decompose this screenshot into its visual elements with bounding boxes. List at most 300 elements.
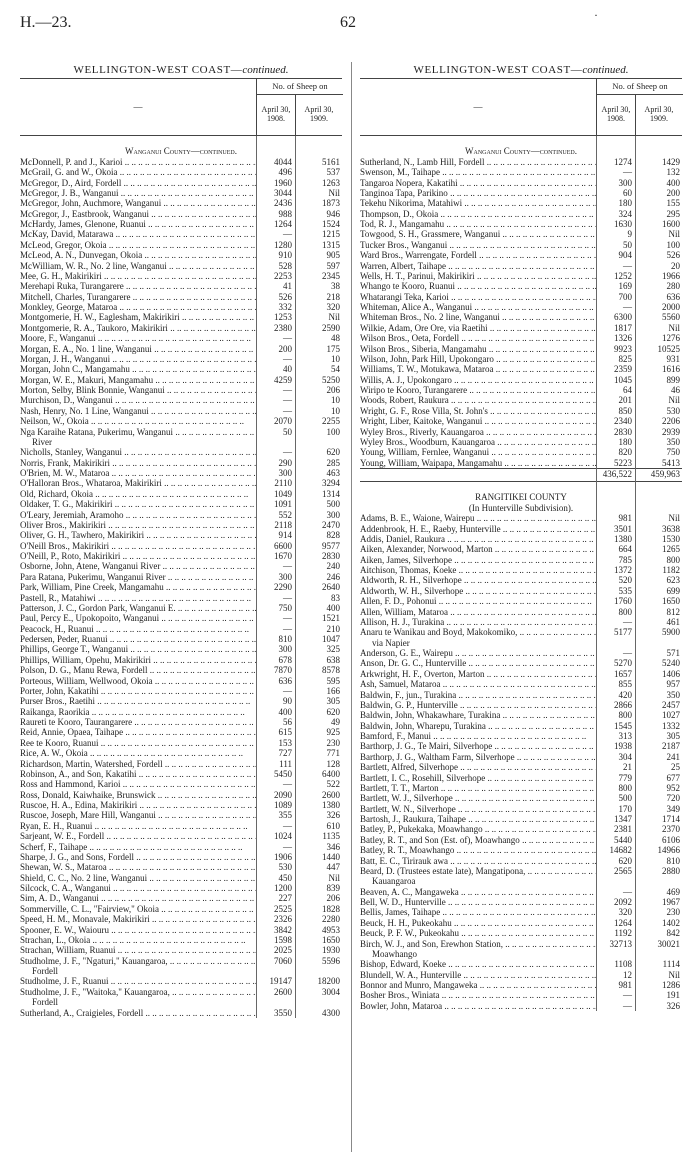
sheep-1909: 2600 bbox=[322, 789, 340, 800]
right-table-header bbox=[360, 78, 682, 136]
owner-name: Neilson, W., Okoia .. .. bbox=[20, 416, 256, 426]
owner-name: Allen, F. D., Pohonui .. .. bbox=[360, 596, 596, 606]
sheep-1909: 800 bbox=[666, 554, 680, 565]
owner-name: Kauangaroa bbox=[372, 876, 416, 887]
owner-name: O'Halloran Bros., Whataroa, Makirikiri .. .. bbox=[20, 478, 256, 488]
sheep-1908: 170 bbox=[618, 803, 632, 814]
table-row bbox=[360, 271, 682, 281]
sheep-1909: 175 bbox=[326, 343, 340, 354]
sheep-1908: 825 bbox=[618, 353, 632, 364]
sheep-1909: 20 bbox=[671, 260, 680, 271]
table-row bbox=[360, 534, 682, 544]
section-heading: Wanganui County—continued. bbox=[465, 146, 577, 157]
sheep-1908: 1024 bbox=[274, 831, 292, 842]
sheep-1909: 30021 bbox=[657, 938, 680, 949]
owner-name: Wright, Liber, Kaitoke, Wanganui .. .. bbox=[360, 416, 596, 426]
table-row bbox=[20, 956, 342, 966]
owner-name: Purser Bros., Raetihi .. .. bbox=[20, 696, 256, 706]
owner-name: Wilson, John, Park Hill, Upokongaro .. .. bbox=[360, 354, 596, 364]
table-row bbox=[360, 970, 682, 980]
owner-name: Woods, Robert, Raukura .. .. bbox=[360, 395, 596, 405]
sheep-1909: 349 bbox=[666, 803, 680, 814]
table-row bbox=[360, 1001, 682, 1011]
table-row bbox=[20, 510, 342, 520]
table-row bbox=[20, 520, 342, 530]
sheep-1908: 2326 bbox=[274, 914, 292, 925]
owner-name: Merehapi Ruka, Turangarere .. .. bbox=[20, 281, 256, 291]
sheep-1909: 246 bbox=[326, 571, 340, 582]
sheep-1908: 2359 bbox=[614, 364, 632, 375]
owner-name: Baldwin, F., jun., Turakina .. .. bbox=[360, 690, 596, 700]
table-row bbox=[20, 188, 342, 198]
sheep-1908: — bbox=[283, 229, 292, 240]
sheep-1908: 1253 bbox=[274, 312, 292, 323]
sheep-1908: 41 bbox=[283, 281, 292, 292]
owner-name: Tekehu Nikorima, Matahiwi .. .. bbox=[360, 198, 596, 208]
owner-name: Oliver Bros., Makirikiri .. .. bbox=[20, 520, 256, 530]
sheep-1908: 1545 bbox=[614, 720, 632, 731]
sheep-1909: 230 bbox=[326, 737, 340, 748]
owner-name: Sommerville, C. L., "Fairview," Okoia .. .. bbox=[20, 904, 256, 914]
table-row bbox=[360, 344, 682, 354]
sheep-1909: 5900 bbox=[662, 627, 680, 638]
table-row bbox=[360, 918, 682, 928]
sheep-1908: 981 bbox=[618, 513, 632, 524]
table-row bbox=[20, 1008, 342, 1018]
owner-name: Williams, T. W., Motukawa, Mataroa .. .. bbox=[360, 364, 596, 374]
sheep-1908: 1938 bbox=[614, 741, 632, 752]
sheep-1909: 1380 bbox=[322, 800, 340, 810]
owner-name: Pedersen, Peder, Ruanui .. .. bbox=[20, 634, 256, 644]
sheep-1909: 350 bbox=[666, 689, 680, 700]
owner-name: Arkwright, H. F., Overton, Marton .. .. bbox=[360, 669, 596, 679]
sheep-1908: 3550 bbox=[274, 1007, 292, 1018]
sheep-1909: 320 bbox=[326, 302, 340, 312]
table-row bbox=[360, 741, 682, 751]
sheep-1909: 100 bbox=[326, 426, 340, 437]
table-row bbox=[360, 648, 682, 658]
sheep-1909: Nil bbox=[328, 312, 340, 323]
table-row bbox=[360, 897, 682, 907]
sheep-1908: — bbox=[623, 616, 632, 627]
table-row bbox=[360, 198, 682, 208]
sheep-1909: 10 bbox=[331, 405, 340, 416]
owner-name: McGrail, G. and W., Okoia .. .. bbox=[20, 167, 256, 177]
table-row bbox=[20, 655, 342, 665]
owner-name: O'Neill Bros., Makirikiri .. .. bbox=[20, 541, 256, 551]
sheep-1908: 300 bbox=[278, 468, 292, 478]
owner-name: Sim, A. D., Wanganui .. .. bbox=[20, 893, 256, 903]
owner-name: Wells, H. T., Parinui, Makirikiri .. .. bbox=[360, 271, 596, 281]
sheep-1908: — bbox=[623, 167, 632, 178]
table-row bbox=[20, 738, 342, 748]
sheep-1909: 218 bbox=[326, 291, 340, 302]
owner-name: Tangaroa Nopera, Kakatihi .. .. bbox=[360, 178, 596, 188]
owner-name: Whiteman, Alice A., Wanganui .. .. bbox=[360, 302, 596, 312]
sheep-1908: 300 bbox=[278, 571, 292, 582]
table-row bbox=[360, 700, 682, 710]
sheep-1909: 346 bbox=[326, 841, 340, 852]
owner-name: O'Leary, Jeremiah, Aramoho .. .. bbox=[20, 510, 256, 520]
owner-name: Fordell bbox=[32, 997, 58, 1008]
total-1908: 436,522 bbox=[596, 469, 635, 481]
sheep-1908: 914 bbox=[278, 530, 292, 541]
table-row bbox=[360, 575, 682, 585]
sheep-1909 bbox=[295, 437, 342, 447]
owner-name: Bamford, F., Manui .. .. bbox=[360, 731, 596, 741]
table-row bbox=[20, 427, 342, 437]
sheep-1909: 638 bbox=[326, 654, 340, 665]
sheep-1908: 2090 bbox=[274, 789, 292, 800]
sheep-1908: 1280 bbox=[274, 239, 292, 250]
sheep-1908: 2565 bbox=[614, 865, 632, 876]
table-row bbox=[20, 167, 342, 177]
left-title: WELLINGTON-WEST COAST—continued. bbox=[73, 64, 289, 76]
sheep-1909: 48 bbox=[331, 333, 340, 344]
sheep-1909: 2640 bbox=[322, 582, 340, 593]
owner-name: Batley, R. T., and Son (Est. of), Moawhango .. .. bbox=[360, 835, 596, 845]
table-row bbox=[20, 209, 342, 219]
sheep-1909: 595 bbox=[326, 675, 340, 686]
table-row bbox=[20, 157, 342, 167]
owner-name: Addis, Daniel, Raukura .. .. bbox=[360, 534, 596, 544]
owner-name: Porteous, William, Wellwood, Okoia .. .. bbox=[20, 676, 256, 686]
sheep-1909: 83 bbox=[331, 592, 340, 603]
table-row bbox=[360, 375, 682, 385]
sheep-1909: 5596 bbox=[322, 955, 340, 966]
owner-name: Pastell, R., Matahiwi .. .. bbox=[20, 593, 256, 603]
owner-name: Wilson Bros., Oeta, Fordell .. .. bbox=[360, 333, 596, 343]
sheep-1908: 169 bbox=[618, 281, 632, 292]
sheep-1909: 771 bbox=[326, 748, 340, 759]
table-row bbox=[360, 167, 682, 177]
sheep-1909: 537 bbox=[326, 167, 340, 178]
table-row bbox=[20, 717, 342, 727]
sheep-1909: 2880 bbox=[662, 865, 680, 876]
table-row bbox=[20, 271, 342, 281]
sheep-1908: — bbox=[283, 685, 292, 696]
sheep-1908: 2118 bbox=[274, 519, 292, 530]
table-row bbox=[20, 478, 342, 488]
table-row bbox=[360, 240, 682, 250]
table-row bbox=[360, 178, 682, 188]
table-row bbox=[20, 987, 342, 997]
sheep-1908: — bbox=[283, 779, 292, 790]
table-row bbox=[20, 582, 342, 592]
sheep-1908: 7060 bbox=[274, 955, 292, 966]
sheep-1909: 230 bbox=[666, 907, 680, 918]
table-row bbox=[20, 644, 342, 654]
sheep-group-header: No. of Sheep on bbox=[596, 79, 683, 95]
sheep-1908: 420 bbox=[618, 689, 632, 700]
sheep-1908: 4044 bbox=[274, 156, 292, 167]
owner-name: Ward Bros., Warrengate, Fordell .. .. bbox=[360, 250, 596, 260]
table-row bbox=[360, 638, 682, 648]
table-row bbox=[360, 669, 682, 679]
sheep-1908: 700 bbox=[618, 291, 632, 302]
owner-name: Strachan, L., Okoia .. .. bbox=[20, 935, 256, 945]
sheep-1909: Nil bbox=[668, 322, 680, 333]
sheep-1908: 2830 bbox=[614, 426, 632, 437]
owner-name: Mitchell, Charles, Turangarere .. .. bbox=[20, 292, 256, 302]
sheep-1908: 180 bbox=[618, 198, 632, 209]
owner-name: O'Brien, M. W., Mataroa .. .. bbox=[20, 468, 256, 478]
owner-name: Batt, E. C., Tirirauk awa .. .. bbox=[360, 856, 596, 866]
sheep-1908: 1200 bbox=[274, 883, 292, 893]
table-row bbox=[20, 240, 342, 250]
table-row bbox=[20, 468, 342, 478]
sheep-1908: 4259 bbox=[274, 374, 292, 385]
sheep-1908: 400 bbox=[278, 706, 292, 717]
table-row bbox=[360, 773, 682, 783]
sheep-1908: 1108 bbox=[614, 959, 632, 970]
table-row bbox=[360, 261, 682, 271]
sheep-1908: 981 bbox=[618, 980, 632, 990]
sheep-1909: 8578 bbox=[322, 665, 340, 676]
owner-name: Oldaker, T. G., Makirikiri .. .. bbox=[20, 499, 256, 509]
sheep-1909: 957 bbox=[666, 679, 680, 690]
table-row bbox=[360, 845, 682, 855]
sheep-1909: 899 bbox=[666, 374, 680, 385]
owner-name: Bartlett, T. T., Marton .. .. bbox=[360, 783, 596, 793]
table-row bbox=[360, 793, 682, 803]
table-row bbox=[20, 354, 342, 364]
owner-name: Bosher Bros., Winiata .. .. bbox=[360, 990, 596, 1000]
owner-name: Anson, Dr. G. C., Hunterville .. .. bbox=[360, 658, 596, 668]
sheep-1908: 1347 bbox=[614, 814, 632, 824]
sheep-1908: 1274 bbox=[614, 156, 632, 167]
sheep-1908: 450 bbox=[278, 872, 292, 883]
table-row bbox=[360, 990, 682, 1000]
table-row bbox=[360, 752, 682, 762]
owner-name: Aldworth, W. H., Silverhope .. .. bbox=[360, 586, 596, 596]
owner-name: Sutherland, N., Lamb Hill, Fordell .. .. bbox=[360, 157, 596, 167]
left-table-header bbox=[20, 78, 342, 136]
table-row bbox=[20, 976, 342, 986]
sheep-1908: — bbox=[283, 820, 292, 831]
table-row bbox=[360, 188, 682, 198]
sheep-1908: 300 bbox=[278, 644, 292, 655]
owner-name: Monkley, George, Mataroa .. .. bbox=[20, 302, 256, 312]
sheep-1909: 500 bbox=[326, 499, 340, 510]
table-row bbox=[20, 810, 342, 820]
owner-name: Beard, D. (Trustees estate late), Mangatipona, .. .. bbox=[360, 866, 596, 876]
sheep-1908: 111 bbox=[279, 758, 292, 769]
owner-name: Batley, R. T., Moawhango .. .. bbox=[360, 845, 596, 855]
sheep-1908: 14682 bbox=[609, 845, 632, 856]
table-row bbox=[360, 406, 682, 416]
sheep-1909: 447 bbox=[326, 862, 340, 873]
sheep-1908: — bbox=[283, 447, 292, 458]
sheep-1908: 678 bbox=[278, 654, 292, 665]
page-ref: H.—23. bbox=[20, 14, 72, 31]
sheep-1908: 12 bbox=[623, 969, 632, 980]
table-row bbox=[20, 333, 342, 343]
table-row bbox=[360, 385, 682, 395]
sheep-1908: 5440 bbox=[614, 834, 632, 845]
table-row bbox=[360, 907, 682, 917]
owner-name: Studholme, J. F., "Ngaturi," Kauangaroa, .. .. bbox=[20, 956, 256, 966]
table-row bbox=[360, 876, 682, 886]
table-row bbox=[360, 783, 682, 793]
table-row bbox=[360, 157, 682, 167]
table-row bbox=[360, 824, 682, 834]
sheep-1909: 326 bbox=[326, 810, 340, 821]
owner-name: Paul, Percy E., Upokopoito, Wanganui .. .. bbox=[20, 613, 256, 623]
sheep-1909 bbox=[295, 966, 342, 976]
table-row bbox=[360, 302, 682, 312]
sheep-1908: 90 bbox=[283, 696, 292, 707]
owner-name: Para Ratana, Pukerimu, Wanganui River .. .. bbox=[20, 572, 256, 582]
table-row bbox=[360, 856, 682, 866]
sheep-1908: 2290 bbox=[274, 582, 292, 593]
sheep-1908: 636 bbox=[278, 675, 292, 686]
sheep-1908: 496 bbox=[278, 167, 292, 178]
owner-name: McWilliam, W. R., No. 2 line, Wanganui .. .. bbox=[20, 261, 256, 271]
sheep-1909: 210 bbox=[326, 623, 340, 634]
sheep-1909: 1263 bbox=[322, 177, 340, 188]
sheep-1908: 2866 bbox=[614, 699, 632, 710]
sheep-1909: 18200 bbox=[317, 976, 340, 987]
table-row bbox=[20, 178, 342, 188]
sheep-1908: 2525 bbox=[274, 903, 292, 914]
owner-name: Fordell bbox=[32, 966, 58, 976]
sheep-1908: 1091 bbox=[274, 499, 292, 510]
owner-name: Swenson, M., Taihape .. .. bbox=[360, 167, 596, 177]
owner-name: Nicholls, Stanley, Wanganui .. .. bbox=[20, 447, 256, 457]
owner-name: Nash, Henry, No. 1 Line, Wanganui .. .. bbox=[20, 406, 256, 416]
table-row bbox=[20, 250, 342, 260]
sheep-1908: 5270 bbox=[614, 658, 632, 669]
table-row bbox=[20, 997, 342, 1007]
sheep-1908: 1264 bbox=[274, 219, 292, 229]
owner-name: Whiteman Bros., No. 2 line, Wanganui .. .. bbox=[360, 312, 596, 322]
sheep-1909: 610 bbox=[326, 820, 340, 831]
table-row bbox=[20, 447, 342, 457]
sheep-1908: 820 bbox=[618, 447, 632, 458]
sheep-1908: 227 bbox=[278, 893, 292, 904]
owner-name: Thompson, D., Okoia .. .. bbox=[360, 209, 596, 219]
sheep-1909: 241 bbox=[666, 751, 680, 762]
table-row bbox=[20, 862, 342, 872]
owner-name: Phillips, George T., Wanganui .. .. bbox=[20, 644, 256, 654]
owner-name: Oliver, G. H., Tawhero, Makirikiri .. .. bbox=[20, 530, 256, 540]
owner-name: McGregor, J., Eastbrook, Wanganui .. .. bbox=[20, 209, 256, 219]
owner-name: McDonnell, P. and J., Karioi .. .. bbox=[20, 157, 256, 167]
owner-name: Nga Karaihe Ratana, Pukerimu, Wanganui .. .. bbox=[20, 427, 256, 437]
sheep-1909: 925 bbox=[326, 727, 340, 738]
sheep-1908: 1049 bbox=[274, 488, 292, 499]
sheep-1909: 5560 bbox=[662, 312, 680, 323]
table-row bbox=[20, 966, 342, 976]
table-row bbox=[20, 914, 342, 924]
owner-name: via Napier bbox=[372, 637, 410, 648]
sheep-1909: 1828 bbox=[322, 903, 340, 914]
table-row bbox=[20, 530, 342, 540]
sheep-1909: 905 bbox=[326, 250, 340, 261]
sheep-1908: — bbox=[623, 886, 632, 897]
owner-name: Osborne, John, Atene, Wanganui River .. .. bbox=[20, 561, 256, 571]
left-table-body bbox=[20, 136, 342, 1018]
year-1908-header: April 30, 1908. bbox=[256, 95, 295, 135]
sheep-1909: 2187 bbox=[662, 741, 680, 752]
sheep-1908: 1760 bbox=[614, 596, 632, 607]
sheep-1909 bbox=[635, 638, 682, 648]
sheep-1909: 2370 bbox=[662, 824, 680, 835]
owner-name: Beuck, P. F. W., Pukeokahu .. .. bbox=[360, 928, 596, 938]
total-row bbox=[360, 468, 682, 482]
table-row bbox=[360, 679, 682, 689]
table-row bbox=[20, 499, 342, 509]
sheep-1908: 526 bbox=[278, 291, 292, 302]
sheep-1909: 305 bbox=[666, 731, 680, 741]
table-row bbox=[20, 842, 342, 852]
table-row bbox=[360, 250, 682, 260]
sheep-1909: 810 bbox=[666, 855, 680, 866]
owner-name: McHardy, James, Glenone, Ruanui .. .. bbox=[20, 219, 256, 229]
owner-name: Young, William, Fernlee, Wanganui .. .. bbox=[360, 447, 596, 457]
sheep-1909: 1440 bbox=[322, 851, 340, 862]
table-row bbox=[360, 617, 682, 627]
owner-name: Raikanga, Raorikia .. .. bbox=[20, 707, 256, 717]
owner-name: Beaven, A. C., Mangaweka .. .. bbox=[360, 887, 596, 897]
sheep-1908: — bbox=[623, 648, 632, 658]
sheep-1909: 1600 bbox=[662, 219, 680, 229]
sheep-1908: 500 bbox=[618, 793, 632, 804]
owner-name: Bartlett, I. C., Rosehill, Silverhope .. .. bbox=[360, 773, 596, 783]
sheep-1908 bbox=[256, 997, 295, 1007]
table-row bbox=[360, 731, 682, 741]
sheep-1909: 49 bbox=[331, 717, 340, 727]
sheep-1909: 530 bbox=[666, 405, 680, 416]
sheep-1908: — bbox=[623, 302, 632, 312]
owner-name: McLeod, A. N., Dunvegan, Okoia .. .. bbox=[20, 250, 256, 260]
right-table-body bbox=[360, 136, 682, 1011]
sheep-1909: 1530 bbox=[662, 533, 680, 544]
sheep-1908: 2025 bbox=[274, 945, 292, 956]
sheep-1908: 304 bbox=[618, 751, 632, 762]
owner-name: Moawhango bbox=[372, 948, 417, 959]
owner-name: Morton, Selby, Blink Bonnie, Wanganui .. .. bbox=[20, 385, 256, 395]
sheep-1908: 19147 bbox=[269, 976, 292, 987]
table-row bbox=[20, 229, 342, 239]
owner-name: Peacock, H., Ruanui .. .. bbox=[20, 624, 256, 634]
sheep-1908: 1630 bbox=[614, 219, 632, 229]
sheep-1909: 206 bbox=[326, 893, 340, 904]
owner-name: Bowler, John, Mataroa .. .. bbox=[360, 1001, 596, 1011]
sheep-1909: 1406 bbox=[662, 668, 680, 679]
sheep-1909: 10 bbox=[331, 395, 340, 406]
owner-name: Ross, Donald, Kaiwhaike, Brunswick .. .. bbox=[20, 790, 256, 800]
table-row bbox=[20, 406, 342, 416]
sheep-1908: 290 bbox=[278, 457, 292, 468]
table-row bbox=[20, 925, 342, 935]
sheep-1909: 305 bbox=[326, 696, 340, 707]
owner-name: Bishop, Edward, Koeke .. .. bbox=[360, 959, 596, 969]
table-row bbox=[20, 624, 342, 634]
sheep-1909: 300 bbox=[326, 509, 340, 520]
sheep-1908: 56 bbox=[283, 717, 292, 727]
owner-name: Aitchison, Thomas, Koeke .. .. bbox=[360, 565, 596, 575]
sheep-1909: 620 bbox=[326, 447, 340, 458]
owner-name: Wilkie, Adam, Ore Ore, via Raetihi .. .. bbox=[360, 323, 596, 333]
table-row bbox=[360, 364, 682, 374]
owner-name: Park, William, Pine Creek, Mangamahu .. .. bbox=[20, 582, 256, 592]
table-row bbox=[360, 565, 682, 575]
sheep-1909: Nil bbox=[668, 229, 680, 240]
sheep-1909: 1616 bbox=[662, 364, 680, 375]
section-heading: Wanganui County—continued. bbox=[125, 146, 237, 157]
